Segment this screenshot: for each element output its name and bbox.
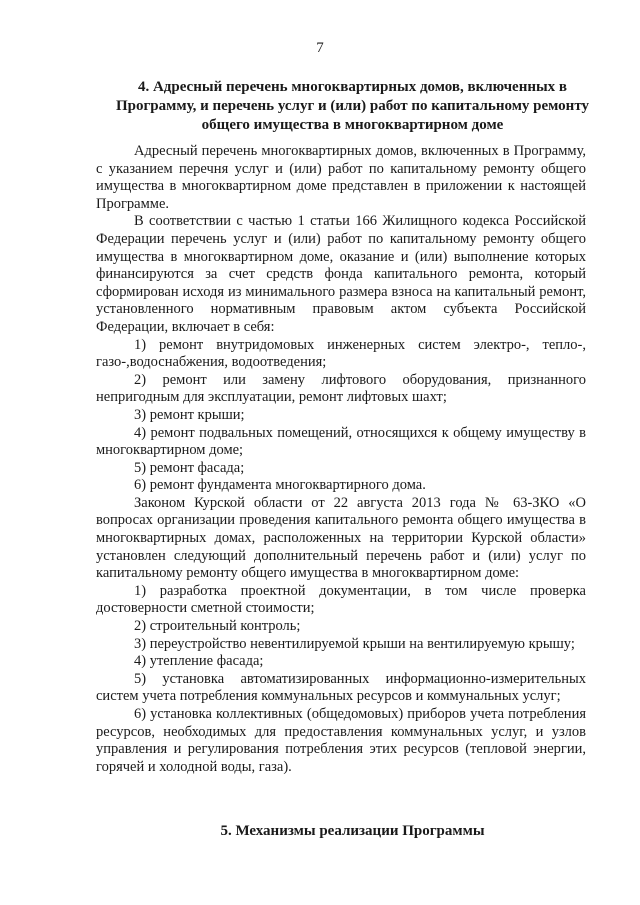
section-4-title: 4. Адресный перечень многоквартирных домов, включенных в Программу, и перечень услуг и (или) работ по капитальному ремонту общего имущества в многоквартирном доме xyxy=(115,79,589,133)
section-4-body xyxy=(96,143,586,776)
page-number: 7 xyxy=(316,40,324,56)
paragraph-housing-code: В соответствии с частью 1 статьи 166 Жилищного кодекса Российской Федерации перечень услуг и (или) работ по капитальному ремонту общего имущества в многоквартирном доме, оказание и (или) выполнение которых финансируются за счет средств фонда капитального ремонта, который сформирован исходя из минимального размера взноса на капитальный ремонт, установленного нормативным правовым актом субъекта Российской Федерации, включает в себя: xyxy=(96,213,586,335)
list-item: 1) ремонт внутридомовых инженерных систем электро-, тепло-, газо-,водоснабжения, водоотведения; xyxy=(96,336,586,371)
list-item: 3) переустройство невентилируемой крыши на вентилируемую крышу; xyxy=(134,635,575,652)
list-item: 6) ремонт фундамента многоквартирного дома. xyxy=(134,477,426,494)
list-item: 4) ремонт подвальных помещений, относящихся к общему имуществу в многоквартирном доме; xyxy=(96,424,586,459)
list-item: 2) строительный контроль; xyxy=(134,618,301,635)
list-item: 3) ремонт крыши; xyxy=(134,406,245,423)
list-item: 5) ремонт фасада; xyxy=(134,459,245,476)
list-item: 2) ремонт или замену лифтового оборудования, признанного непригодным для эксплуатации, ремонт лифтовых шахт; xyxy=(96,371,586,406)
section-5-title: 5. Механизмы реализации Программы xyxy=(220,823,485,839)
paragraph-kursk-law: Законом Курской области от 22 августа 2013 года № 63-ЗКО «О вопросах организации проведения капитального ремонта общего имущества в многоквартирных домах, расположенных на территории Курской области» установлен следующий дополнительный перечень работ и (или) услуг по капитальному ремонту общего имущества в многоквартирном доме: xyxy=(96,494,586,582)
list-item: 5) установка автоматизированных информационно-измерительных систем учета потребления коммунальных ресурсов и коммунальных услуг; xyxy=(96,670,586,705)
paragraph-address-list: Адресный перечень многоквартирных домов, включенных в Программу, с указанием перечня услуг и (или) работ по капитальному ремонту общего имущества в многоквартирном доме представлен в приложении к настоящей Программе. xyxy=(96,143,586,212)
list-item: 4) утепление фасада; xyxy=(134,653,264,670)
list-item: 1) разработка проектной документации, в том числе проверка достоверности сметной стоимости; xyxy=(96,582,586,617)
list-item: 6) установка коллективных (общедомовых) приборов учета потребления ресурсов, необходимых для предоставления коммунальных услуг, и узлов управления и регулирования потребления этих ресурсов (тепловой энергии, горячей и холодной воды, газа). xyxy=(96,706,586,775)
